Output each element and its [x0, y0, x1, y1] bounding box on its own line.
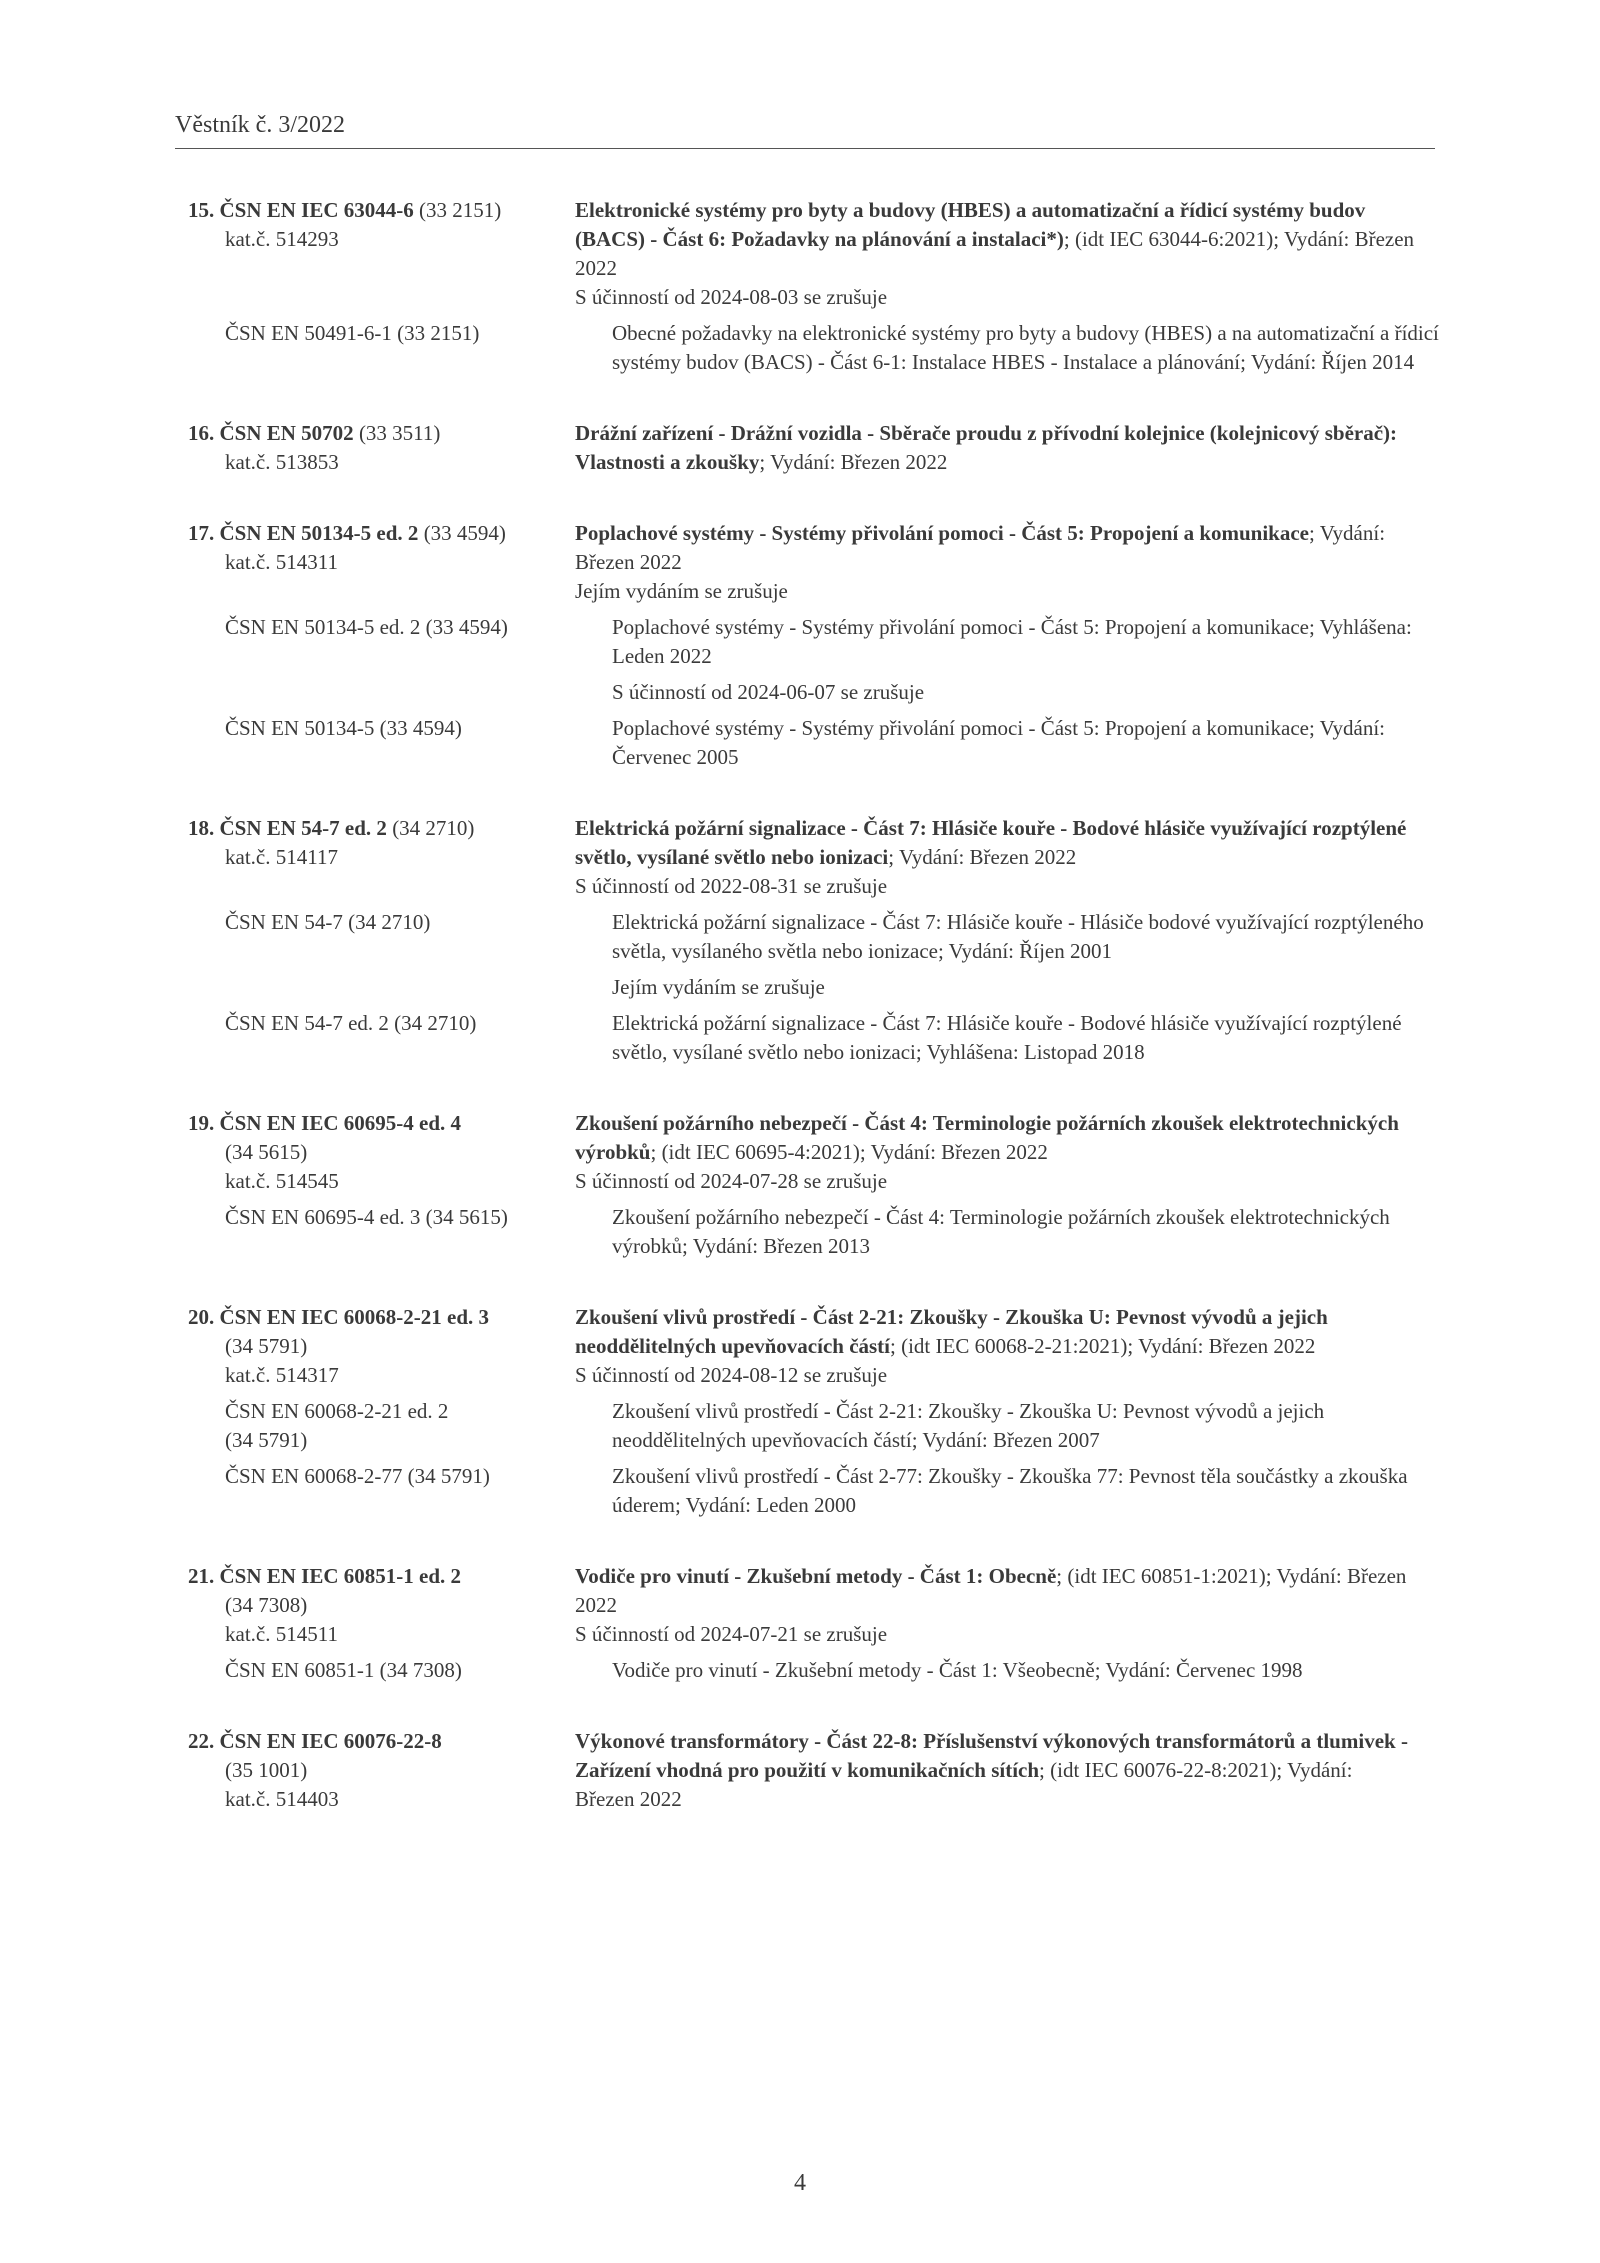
- related-standard-description: [612, 319, 1452, 377]
- standard-note: S účinností od 2022-08-31 se zrušuje: [575, 874, 888, 898]
- standard-main-row: [188, 1727, 1438, 1814]
- standard-note: S účinností od 2024-07-28 se zrušuje: [575, 1169, 888, 1193]
- standard-code-line: [188, 519, 575, 548]
- classification-code: (33 2151): [413, 198, 502, 222]
- standard-code: ČSN EN 54-7 ed. 2: [219, 816, 387, 840]
- standard-title: Drážní zařízení - Drážní vozidla - Sběrače proudu z přívodní kolejnice (kolejnicový sběrač): Vlastnosti a zkoušky: [575, 421, 1398, 474]
- related-standard-row: [188, 1462, 1438, 1520]
- standard-identifier: [188, 196, 575, 312]
- standard-entry: [188, 1303, 1438, 1520]
- standard-meta-line: kat.č. 513853: [225, 450, 339, 474]
- standard-main-row: [188, 1109, 1438, 1196]
- standard-title: Poplachové systémy - Systémy přivolání pomoci - Část 5: Propojení a komunikace: [575, 521, 1310, 545]
- entry-number: 16.: [188, 421, 215, 445]
- standard-main-row: [188, 419, 1438, 477]
- related-standard-description: [612, 1656, 1452, 1685]
- standard-meta-line: kat.č. 514117: [225, 845, 338, 869]
- related-standard-code: ČSN EN 60695-4 ed. 3 (34 5615): [225, 1205, 508, 1229]
- standard-description: [575, 1562, 1415, 1649]
- standards-list: [188, 196, 1438, 1856]
- related-standard-row: [188, 1203, 1438, 1261]
- related-standard-identifier: [188, 1462, 612, 1520]
- standard-main-row: [188, 1303, 1438, 1390]
- related-standard-identifier: [188, 908, 612, 1002]
- related-standard-description: [612, 1462, 1452, 1520]
- standard-main-row: [188, 1562, 1438, 1649]
- related-standard-text: Elektrická požární signalizace - Část 7: Hlásiče kouře - Hlásiče bodové využívající rozptýleného světla, vysílaného světla nebo ionizace; Vydání: Říjen 2001: [612, 910, 1424, 963]
- related-standard-text: Zkoušení vlivů prostředí - Část 2-77: Zkoušky - Zkouška 77: Pevnost těla součástky a zkouška úderem; Vydání: Leden 2000: [612, 1464, 1408, 1517]
- standard-identifier: [188, 1109, 575, 1196]
- standard-entry: [188, 419, 1438, 477]
- standard-main-row: [188, 196, 1438, 312]
- standard-note: S účinností od 2024-08-12 se zrušuje: [575, 1363, 888, 1387]
- standard-description: [575, 1303, 1415, 1390]
- related-standard-row: [188, 1009, 1438, 1067]
- standard-description: [575, 814, 1415, 901]
- standard-note: Jejím vydáním se zrušuje: [575, 579, 788, 603]
- standard-meta-line: kat.č. 514511: [225, 1622, 338, 1646]
- related-standard-identifier: [188, 1009, 612, 1067]
- related-standard-code: ČSN EN 60068-2-21 ed. 2: [225, 1399, 449, 1423]
- standard-note: S účinností od 2024-08-03 se zrušuje: [575, 285, 888, 309]
- standard-entry: [188, 1109, 1438, 1261]
- standard-description: [575, 1109, 1415, 1196]
- standard-title: Elektrická požární signalizace - Část 7: Hlásiče kouře - Bodové hlásiče využívající rozptýlené světlo, vysílané světlo nebo ionizaci: [575, 816, 1407, 869]
- standard-title: Vodiče pro vinutí - Zkušební metody - Část 1: Obecně: [575, 1564, 1057, 1588]
- entry-number: 18.: [188, 816, 215, 840]
- page-header: [175, 112, 1435, 149]
- standard-description: [575, 419, 1415, 477]
- related-standard-description: [612, 1203, 1452, 1261]
- related-standard-code: ČSN EN 50134-5 ed. 2 (33 4594): [225, 615, 508, 639]
- related-standard-identifier: [188, 714, 612, 772]
- standard-code-line: [188, 419, 575, 448]
- standard-meta-line: (35 1001): [225, 1758, 308, 1782]
- journal-title: Věstník č. 3/2022: [175, 112, 345, 138]
- standard-note: S účinností od 2024-07-21 se zrušuje: [575, 1622, 888, 1646]
- standard-code-line: [188, 196, 575, 225]
- related-standard-description: [612, 1397, 1452, 1455]
- related-standard-code: ČSN EN 60068-2-77 (34 5791): [225, 1464, 490, 1488]
- related-standard-text: Elektrická požární signalizace - Část 7: Hlásiče kouře - Bodové hlásiče využívající rozptýlené světlo, vysílané světlo nebo ionizaci; Vyhlášena: Listopad 2018: [612, 1011, 1402, 1064]
- standard-description: [575, 519, 1415, 606]
- standard-code: ČSN EN IEC 60695-4 ed. 4: [219, 1111, 462, 1135]
- standard-code-line: [188, 1109, 575, 1138]
- standard-identifier: [188, 1562, 575, 1649]
- classification-code: (33 4594): [418, 521, 506, 545]
- related-standard-description: [612, 714, 1452, 772]
- standard-code: ČSN EN IEC 60851-1 ed. 2: [219, 1564, 462, 1588]
- related-standard-code: ČSN EN 54-7 (34 2710): [225, 910, 431, 934]
- entry-number: 17.: [188, 521, 215, 545]
- related-standard-note: Jejím vydáním se zrušuje: [612, 975, 825, 999]
- standard-meta-line: kat.č. 514403: [225, 1787, 339, 1811]
- standard-issue-info: ; (idt IEC 60076-22-8:2021); Vydání: Březen 2022: [575, 1758, 1353, 1811]
- related-standard-text: Zkoušení požárního nebezpečí - Část 4: Terminologie požárních zkoušek elektrotechnických výrobků; Vydání: Březen 2013: [612, 1205, 1390, 1258]
- related-standard-row: [188, 908, 1438, 1002]
- related-standard-code: ČSN EN 54-7 ed. 2 (34 2710): [225, 1011, 477, 1035]
- related-standard-row: [188, 1656, 1438, 1685]
- related-standard-row: [188, 319, 1438, 377]
- standard-identifier: [188, 1727, 575, 1814]
- related-standard-row: [188, 714, 1438, 772]
- standard-identifier: [188, 1303, 575, 1390]
- entry-number: 19.: [188, 1111, 215, 1135]
- standard-entry: [188, 196, 1438, 377]
- entry-number: 22.: [188, 1729, 215, 1753]
- standard-meta-line: (34 7308): [225, 1593, 308, 1617]
- standard-code-line: [188, 814, 575, 843]
- related-standard-class: (34 5791): [225, 1428, 308, 1452]
- standard-meta-line: kat.č. 514545: [225, 1169, 339, 1193]
- standard-identifier: [188, 519, 575, 606]
- standard-main-row: [188, 519, 1438, 606]
- classification-code: (33 3511): [353, 421, 441, 445]
- related-standard-row: [188, 613, 1438, 707]
- standard-code-line: [188, 1562, 575, 1591]
- standard-meta-line: (34 5615): [225, 1140, 308, 1164]
- standard-code: ČSN EN IEC 60076-22-8: [219, 1729, 442, 1753]
- entry-number: 15.: [188, 198, 215, 222]
- standard-description: [575, 196, 1415, 312]
- page-number: 4: [794, 2170, 806, 2196]
- standard-issue-info: ; Vydání: Březen 2022: [888, 845, 1077, 869]
- standard-entry: [188, 1727, 1438, 1814]
- related-standard-text: Zkoušení vlivů prostředí - Část 2-21: Zkoušky - Zkouška U: Pevnost vývodů a jejich neoddělitelných upevňovacích částí; Vydání: Březen 2007: [612, 1399, 1325, 1452]
- standard-issue-info: ; (idt IEC 60068-2-21:2021); Vydání: Březen 2022: [890, 1334, 1316, 1358]
- related-standard-text: Obecné požadavky na elektronické systémy pro byty a budovy (HBES) a na automatizační a řídicí systémy budov (BACS) - Část 6-1: Instalace HBES - Instalace a plánování; Vydání: Říjen 2014: [612, 321, 1439, 374]
- related-standard-text: Vodiče pro vinutí - Zkušební metody - Část 1: Všeobecně; Vydání: Červenec 1998: [612, 1658, 1303, 1682]
- standard-code: ČSN EN 50702: [219, 421, 354, 445]
- standard-code: ČSN EN 50134-5 ed. 2: [219, 521, 419, 545]
- related-standard-code: ČSN EN 50491-6-1 (33 2151): [225, 321, 480, 345]
- related-standard-code: ČSN EN 60851-1 (34 7308): [225, 1658, 462, 1682]
- related-standard-description: [612, 908, 1452, 1002]
- related-standard-identifier: [188, 1656, 612, 1685]
- standard-title: Výkonové transformátory - Část 22-8: Příslušenství výkonových transformátorů a tlumivek - Zařízení vhodná pro použití v komunikačních sítích: [575, 1729, 1408, 1782]
- related-standard-identifier: [188, 1203, 612, 1261]
- entry-number: 20.: [188, 1305, 215, 1329]
- related-standard-text: Poplachové systémy - Systémy přivolání pomoci - Část 5: Propojení a komunikace; Vyhlášena: Leden 2022: [612, 615, 1412, 668]
- related-standard-identifier: [188, 613, 612, 707]
- standard-identifier: [188, 419, 575, 477]
- entry-number: 21.: [188, 1564, 215, 1588]
- related-standard-identifier: [188, 1397, 612, 1455]
- standard-title: Zkoušení požárního nebezpečí - Část 4: Terminologie požárních zkoušek elektrotechnických výrobků: [575, 1111, 1399, 1164]
- standard-entry: [188, 1562, 1438, 1685]
- standard-meta-line: kat.č. 514317: [225, 1363, 339, 1387]
- related-standard-text: Poplachové systémy - Systémy přivolání pomoci - Část 5: Propojení a komunikace; Vydání: Červenec 2005: [612, 716, 1386, 769]
- related-standard-code: ČSN EN 50134-5 (33 4594): [225, 716, 462, 740]
- standard-code: ČSN EN IEC 63044-6: [219, 198, 414, 222]
- standard-issue-info: ; (idt IEC 63044-6:2021); Vydání: Březen 2022: [575, 227, 1415, 280]
- standard-meta-line: kat.č. 514311: [225, 550, 338, 574]
- standard-issue-info: ; Vydání: Březen 2022: [575, 521, 1386, 574]
- standard-title: Elektronické systémy pro byty a budovy (HBES) a automatizační a řídicí systémy budov (BACS) - Část 6: Požadavky na plánování a instalaci*): [575, 198, 1366, 251]
- standard-issue-info: ; Vydání: Březen 2022: [759, 450, 948, 474]
- standard-meta-line: kat.č. 514293: [225, 227, 339, 251]
- standard-code-line: [188, 1727, 575, 1756]
- standard-description: [575, 1727, 1415, 1814]
- related-standard-note: S účinností od 2024-06-07 se zrušuje: [612, 680, 925, 704]
- standard-entry: [188, 814, 1438, 1067]
- standard-issue-info: ; (idt IEC 60695-4:2021); Vydání: Březen 2022: [650, 1140, 1048, 1164]
- standard-code: ČSN EN IEC 60068-2-21 ed. 3: [219, 1305, 490, 1329]
- standard-code-line: [188, 1303, 575, 1332]
- standard-main-row: [188, 814, 1438, 901]
- classification-code: (34 2710): [386, 816, 475, 840]
- related-standard-identifier: [188, 319, 612, 377]
- standard-title: Zkoušení vlivů prostředí - Část 2-21: Zkoušky - Zkouška U: Pevnost vývodů a jejich neoddělitelných upevňovacích částí: [575, 1305, 1328, 1358]
- standard-identifier: [188, 814, 575, 901]
- standard-issue-info: ; (idt IEC 60851-1:2021); Vydání: Březen 2022: [575, 1564, 1407, 1617]
- related-standard-description: [612, 613, 1452, 707]
- related-standard-description: [612, 1009, 1452, 1067]
- standard-meta-line: (34 5791): [225, 1334, 308, 1358]
- related-standard-row: [188, 1397, 1438, 1455]
- standard-entry: [188, 519, 1438, 772]
